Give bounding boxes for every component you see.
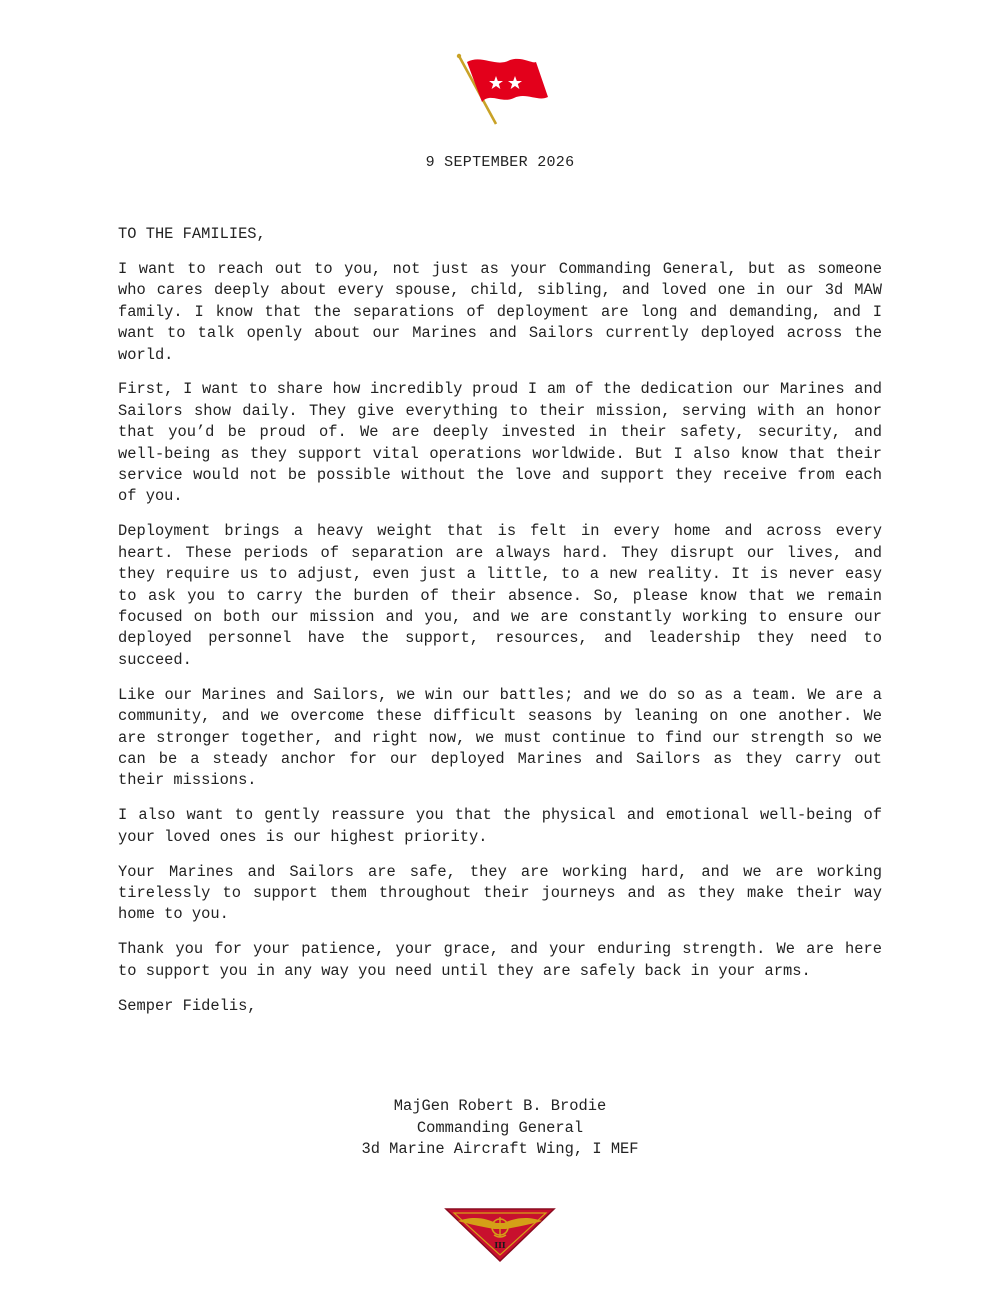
letter-date: 9 SEPTEMBER 2026	[425, 154, 575, 171]
paragraph: I want to reach out to you, not just as your Commanding General, but as someone who cares deeply about every spouse, child, sibling, and loved one in our 3d MAW family. I know that the separations of deployment are long and demanding, and I want to talk openly about our Marines and Sailors currently deployed across the world.	[118, 259, 882, 364]
letter-body	[118, 224, 882, 1017]
signer-title: Commanding General	[416, 1118, 584, 1137]
paragraph: Like our Marines and Sailors, we win our battles; and we do so as a team. We are a community, and we overcome these difficult seasons by leaning on one another. We are stronger together, and right now, we must continue to find our strength so we can be a steady anchor for our deployed Marines and Sailors as they carry out their missions.	[118, 685, 882, 790]
two-star-flag-icon	[452, 52, 552, 128]
closing: Semper Fidelis,	[118, 996, 257, 1015]
paragraph: Thank you for your patience, your grace, and your enduring strength. We are here to support you in any way you need until they are safely back in your arms.	[118, 940, 882, 980]
insignia-numeral: III	[494, 1240, 506, 1250]
salutation: TO THE FAMILIES,	[118, 225, 266, 243]
wing-insignia-icon	[444, 1201, 556, 1263]
paragraph: Your Marines and Sailors are safe, they are working hard, and we are working tirelessly to support them throughout their journeys and as they make their way home to you.	[118, 862, 882, 924]
paragraph: I also want to gently reassure you that the physical and emotional well-being of your loved ones is our highest priority.	[118, 806, 882, 846]
signer-name: MajGen Robert B. Brodie	[393, 1097, 607, 1115]
paragraph: Deployment brings a heavy weight that is felt in every home and across every heart. These periods of separation are always hard. They disrupt our lives, and they require us to adjust, even just a little, to a new reality. It is never easy to ask you to carry the burden of their absence. So, please know that we remain focused on both our mission and you, and we are constantly working to ensure our deployed personnel have the support, resources, and leadership they need to succeed.	[118, 522, 882, 669]
signature-block	[0, 1096, 1000, 1161]
signer-unit: 3d Marine Aircraft Wing, I MEF	[361, 1140, 639, 1158]
paragraph: First, I want to share how incredibly proud I am of the dedication our Marines and Sailors show daily. They give everything to their mission, serving with an honor that you’d be proud of. We are deeply invested in their safety, security, and well-being as they support vital operations worldwide. But I also know that their service would not be possible without the love and support they receive from each of you.	[118, 380, 882, 506]
